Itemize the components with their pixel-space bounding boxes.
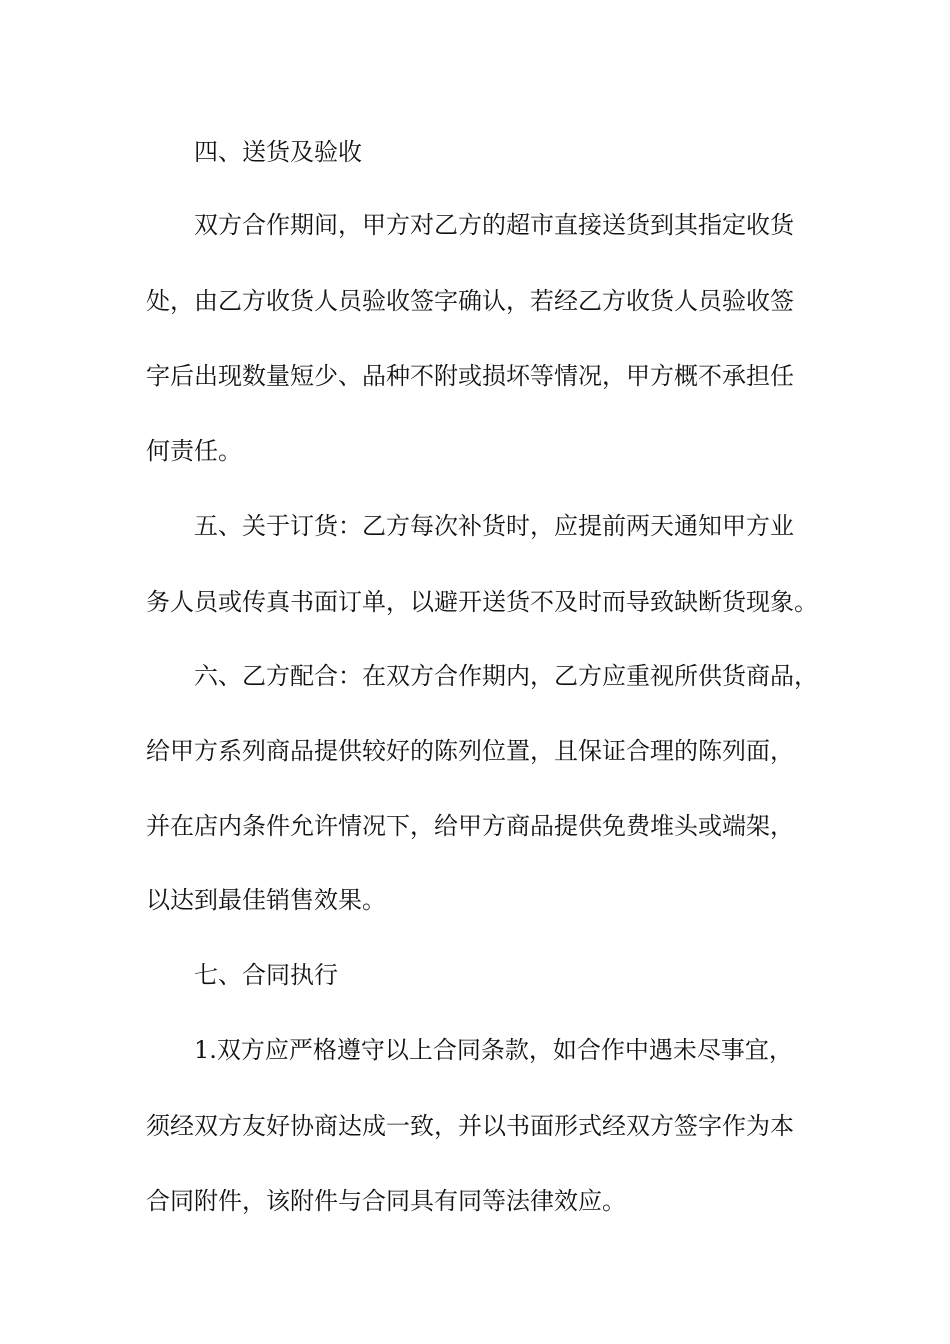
paragraph-line: 合同附件，该附件与合同具有同等法律效应。 bbox=[146, 1187, 626, 1215]
paragraph-line: 给甲方系列商品提供较好的陈列位置，且保证合理的陈列面， bbox=[146, 737, 794, 765]
paragraph-line: 双方合作期间，甲方对乙方的超市直接送货到其指定收货 bbox=[194, 211, 794, 239]
section-heading-ordering: 五、关于订货：乙方每次补货时，应提前两天通知甲方业 bbox=[194, 512, 794, 540]
paragraph-line: 务人员或传真书面订单，以避开送货不及时而导致缺断货现象。 bbox=[146, 588, 818, 616]
paragraph-line: 何责任。 bbox=[146, 437, 242, 465]
paragraph-line: 处，由乙方收货人员验收签字确认，若经乙方收货人员验收签 bbox=[146, 287, 794, 315]
paragraph-line: 字后出现数量短少、品种不附或损坏等情况，甲方概不承担任 bbox=[146, 362, 794, 390]
paragraph-line: 须经双方友好协商达成一致，并以书面形式经双方签字作为本 bbox=[146, 1112, 794, 1140]
clause-line: 1.双方应严格遵守以上合同条款，如合作中遇未尽事宜， bbox=[194, 1036, 793, 1064]
section-heading-execution: 七、合同执行 bbox=[194, 961, 338, 989]
paragraph-line: 并在店内条件允许情况下，给甲方商品提供免费堆头或端架， bbox=[146, 812, 794, 840]
paragraph-line: 以达到最佳销售效果。 bbox=[146, 886, 386, 914]
section-heading-cooperation: 六、乙方配合：在双方合作期内，乙方应重视所供货商品， bbox=[194, 662, 818, 690]
section-heading-delivery: 四、送货及验收 bbox=[194, 138, 362, 166]
